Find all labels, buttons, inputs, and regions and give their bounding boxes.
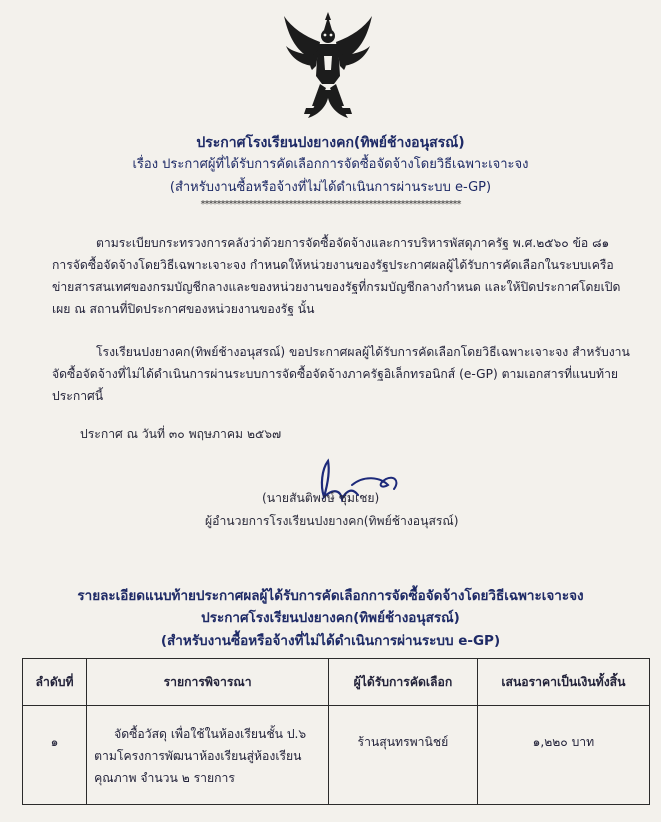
body-paragraph-1 [52, 232, 632, 320]
table-row [23, 706, 650, 805]
row-price-cell [477, 706, 649, 805]
column-header-item: รายการพิจารณา [87, 659, 329, 706]
annex-subtitle-note: (สำหรับงานซื้อหรือจ้างที่ไม่ได้ดำเนินการผ่านระบบ e-GP) [160, 633, 501, 649]
row-no-cell [23, 706, 87, 805]
row-no: ๑ [50, 735, 59, 749]
column-header-price: เสนอราคาเป็นเงินทั้งสิ้น [477, 659, 649, 706]
row-price: ๑,๒๒๐ บาท [532, 735, 595, 749]
annex-subtitle: ประกาศโรงเรียนปงยางคก(ทิพย์ช้างอนุสรณ์) [201, 610, 460, 626]
column-header-no: ลำดับที่ [23, 659, 87, 706]
signer-position: ผู้อำนวยการโรงเรียนปงยางคก(ทิพย์ช้างอนุสรณ์) [205, 514, 459, 528]
award-table [22, 658, 650, 805]
paragraph-2-text: โรงเรียนปงยางคก(ทิพย์ช้างอนุสรณ์) ขอประกาศผลผู้ได้รับการคัดเลือกโดยวิธีเฉพาะเจาะจง สำหรับงานจัดซื้อจัดจ้างที่ไม่ได้ดำเนินการผ่านระบบการจัดซื้อจัดจ้างภาครัฐอิเล็กทรอนิกส์ (e-GP) ตามเอกสารที่แนบท้ายประกาศนี้ [52, 345, 630, 403]
row-item: จัดซื้อวัสดุ เพื่อใช้ในห้องเรียนชั้น ป.๖ ตามโครงการพัฒนาห้องเรียนสู่ห้องเรียนคุณภาพ จำนวน ๒ รายการ [94, 727, 307, 785]
separator-line: ***************************************************************** [200, 199, 461, 210]
row-winner-cell [329, 706, 478, 805]
garuda-emblem-icon [282, 10, 374, 122]
paragraph-1-text: ตามระเบียบกระทรวงการคลังว่าด้วยการจัดซื้อจัดจ้างและการบริหารพัสดุภาครัฐ พ.ศ.๒๕๖๐ ข้อ ๘๑ การจัดซื้อจัดจ้างโดยวิธีเฉพาะเจาะจง กำหนดให้หน่วยงานของรัฐประกาศผลผู้ได้รับการคัดเลือกในระบบเครือข่ายสารสนเทศของกรมบัญชีกลางและของหน่วยงานของรัฐที่กรมบัญชีกลางกำหนด และให้ปิดประกาศโดยเปิดเผย ณ สถานที่ปิดประกาศของหน่วยงานของรัฐ นั้น [52, 236, 621, 316]
announcement-subject-note: (สำหรับงานซื้อหรือจ้างที่ไม่ได้ดำเนินการผ่านระบบ e-GP) [169, 180, 492, 195]
column-header-winner: ผู้ได้รับการคัดเลือก [329, 659, 478, 706]
announce-date: ประกาศ ณ วันที่ ๓๐ พฤษภาคม ๒๕๖๗ [80, 427, 282, 441]
row-item-cell [87, 706, 329, 805]
announcement-subject: เรื่อง ประกาศผู้ที่ได้รับการคัดเลือกการจัดซื้อจัดจ้างโดยวิธีเฉพาะเจาะจง [132, 157, 529, 172]
annex-title: รายละเอียดแนบท้ายประกาศผลผู้ได้รับการคัดเลือกการจัดซื้อจัดจ้างโดยวิธีเฉพาะเจาะจง [77, 588, 584, 604]
table-header-row [23, 659, 650, 706]
row-winner: ร้านสุนทรพานิชย์ [357, 735, 449, 749]
announcement-title: ประกาศโรงเรียนปงยางคก(ทิพย์ช้างอนุสรณ์) [196, 135, 465, 151]
body-paragraph-2 [52, 341, 632, 407]
signer-name: (นายสันติพงษ์ ชุ่มเชย) [262, 491, 380, 505]
